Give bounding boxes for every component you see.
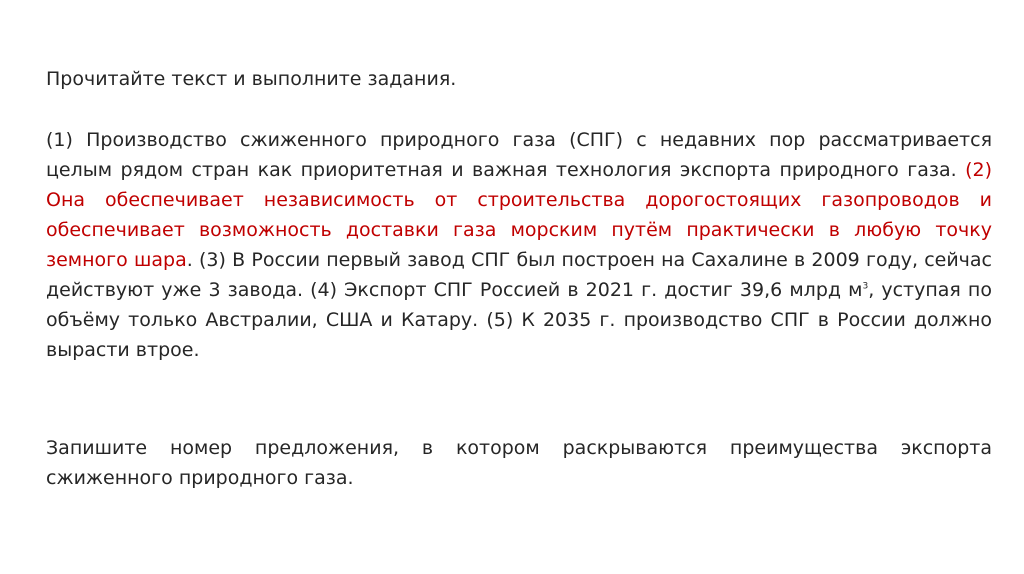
- sentence-2-period: .: [186, 249, 193, 271]
- reading-passage: [46, 125, 992, 365]
- sentence-4-part-1: (4) Экспорт СПГ Россией в 2021 г. достиг 39,6 млрд м: [310, 279, 863, 301]
- sentence-1: (1) Производство сжиженного природного газа (СПГ) с недавних пор рассматривается целым рядом стран как приоритетная и важная технология экспорта природного газа.: [46, 129, 992, 181]
- cubic-superscript: 3: [862, 281, 869, 292]
- sentence-3: (3) В России первый завод СПГ был построен на Сахалине в 2009 году, сейчас действуют уже 3 завода.: [46, 249, 992, 301]
- task-prompt: Запишите номер предложения, в котором раскрываются преимущества экспорта сжиженного природного газа.: [46, 437, 992, 489]
- sentence-4-part-2: , уступая по объёму только Австралии, США и Катару.: [46, 279, 992, 331]
- sentence-5: (5) К 2035 г. производство СПГ в России должно вырасти втрое.: [46, 309, 992, 361]
- sentence-2-highlighted: (2) Она обеспечивает независимость от строительства дорогостоящих газопроводов и обеспечивает возможность доставки газа морским путём практически в любую точку земного шара: [46, 159, 993, 271]
- instruction-heading: Прочитайте текст и выполните задания.: [46, 68, 457, 90]
